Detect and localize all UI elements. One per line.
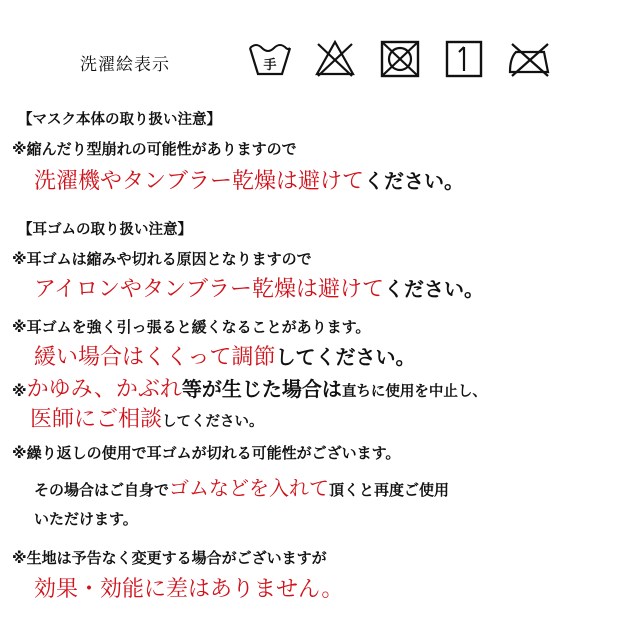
fabric-warning: 効果・効能に差はありません。: [34, 577, 344, 602]
ear-warning-2: [34, 340, 416, 371]
ear-note-4b-pre: その場合はご自身で: [34, 481, 170, 499]
mask-warning-tail: ください。: [364, 169, 465, 193]
ear-note-2: ※耳ゴムを強く引っ張ると緩くなることがあります。: [12, 318, 371, 336]
mask-section-heading: 【マスク本体の取り扱い注意】: [18, 112, 221, 128]
ear-section-heading: 【耳ゴムの取り扱い注意】: [18, 222, 192, 238]
no-tumble-dry-icon: [378, 38, 422, 80]
doctor-tail: してください。: [162, 414, 264, 430]
hand-wash-icon: [248, 38, 292, 80]
no-bleach-icon: [314, 38, 356, 80]
ear-warning-1: [34, 272, 484, 303]
ear-note-3: [12, 372, 487, 403]
ear-note-1: ※耳ゴムは縮みや切れる原因となりますので: [12, 250, 312, 268]
ear-note-4b: [34, 472, 449, 501]
fabric-note: ※生地は予告なく変更する場合がございますが: [12, 549, 327, 567]
ear-warning-2-tail: してください。: [275, 345, 416, 369]
ear-note-4c: いただけます。: [34, 510, 138, 528]
mask-warning: [34, 164, 464, 195]
ear-warning-2-red: 緩い場合はくくって調節: [34, 345, 276, 370]
ear-note-4b-red: ゴムなどを入れて: [169, 476, 330, 500]
svg-text:手: 手: [263, 58, 277, 73]
laundry-title: 洗濯絵表示: [80, 55, 170, 75]
ear-warning-1-tail: ください。: [384, 277, 485, 301]
mask-warning-red: 洗濯機やタンブラー乾燥は避けて: [34, 169, 365, 194]
line-dry-icon: [444, 38, 484, 80]
doctor-red: 医師にご相談: [30, 407, 163, 432]
ear-note-3-red: かゆみ、かぶれ: [26, 377, 182, 402]
ear-note-4b-tail: 頂くと再度ご使用: [329, 481, 450, 499]
ear-note-3-tail: 直ちに使用を中止し、: [341, 384, 487, 400]
ear-note-3-prefix: ※: [12, 382, 27, 400]
no-iron-icon: [506, 38, 554, 80]
ear-note-3-mid: 等が生じた場合は: [181, 377, 342, 401]
laundry-symbols: [248, 38, 554, 80]
ear-note-4: ※繰り返しの使用で耳ゴムが切れる可能性がございます。: [12, 444, 401, 462]
ear-warning-1-red: アイロンやタンブラー乾燥は避けて: [34, 277, 385, 302]
mask-note: ※縮んだり型崩れの可能性がありますので: [12, 140, 297, 158]
doctor-line: [30, 402, 264, 433]
